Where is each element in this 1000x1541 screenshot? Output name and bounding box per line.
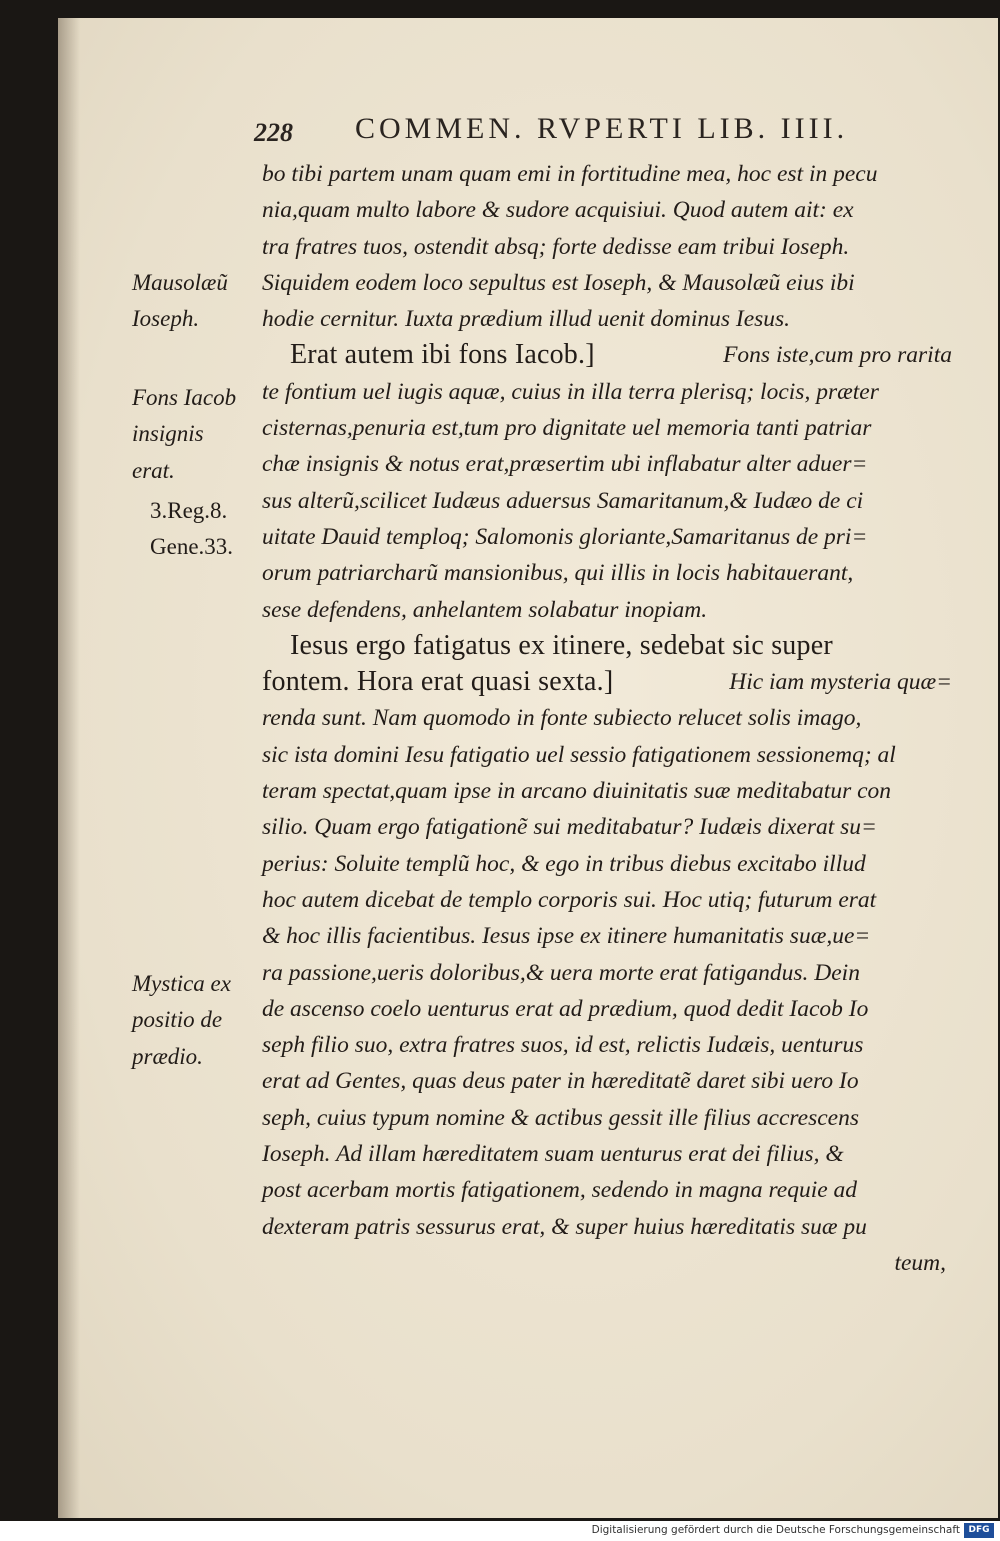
text-line: sus alterũ,scilicet Iudæus aduersus Samaritanum,& Iudæo de ci xyxy=(262,487,864,514)
text-line: chæ insignis & notus erat,præsertim ubi inflabatur alter aduer= xyxy=(262,451,868,478)
text-line: teram spectat,quam ipse in arcano diuinitatis suæ meditabatur con xyxy=(262,778,892,805)
margin-line: prædio. xyxy=(132,1043,203,1069)
text-line: perius: Soluite templũ hoc, & ego in tribus diebus excitabo illud xyxy=(262,850,866,877)
text-line: sese defendens, anhelantem solabatur inopiam. xyxy=(262,596,708,623)
main-text xyxy=(262,156,952,1281)
lemma-heading: fontem. Hora erat quasi sexta.] xyxy=(262,666,614,698)
lemma-heading: Erat autem ibi fons Iacob.] xyxy=(290,339,595,371)
lemma-line xyxy=(262,628,952,664)
lemma-line xyxy=(262,664,952,700)
margin-line: Mausolæũ xyxy=(132,270,228,295)
text-line: silio. Quam ergo fatigationẽ sui meditabatur? Iudæis dixerat su= xyxy=(262,814,877,841)
text-line: erat ad Gentes, quas deus pater in hæreditatẽ daret sibi uero Io xyxy=(262,1068,859,1095)
lemma-line xyxy=(262,337,952,373)
margin-note-fons-iacob xyxy=(132,380,257,489)
digitization-credit-bar xyxy=(0,1521,1000,1541)
margin-note-mystica xyxy=(132,966,257,1075)
margin-line: insignis xyxy=(132,421,204,447)
text-line: ra passione,ueris doloribus,& uera morte erat fatigandus. Dein xyxy=(262,959,860,986)
gutter-shadow xyxy=(58,18,80,1518)
text-line: Ioseph. Ad illam hæreditatem suam uenturus erat dei filius, & xyxy=(262,1141,844,1168)
text-line: orum patriarcharũ mansionibus, qui illis in locis habitauerant, xyxy=(262,560,854,587)
lemma-heading: Iesus ergo fatigatus ex itinere, sedebat sic super xyxy=(290,629,833,661)
dfg-logo-icon: DFG xyxy=(964,1523,994,1538)
text-line: post acerbam mortis fatigationem, sedendo in magna requie ad xyxy=(262,1177,858,1204)
text-line: cisternas,penuria est,tum pro dignitate uel memoria tanti patriar xyxy=(262,415,872,442)
margin-line: erat. xyxy=(132,457,175,483)
text-line: seph, cuius typum nomine & actibus gessit ille filius accrescens xyxy=(262,1104,859,1131)
page-header xyxy=(0,112,1000,152)
margin-scripture-refs xyxy=(150,493,275,566)
margin-line: positio de xyxy=(132,1007,223,1033)
text-line: tra fratres tuos, ostendit absq; forte dedisse eam tribui Ioseph. xyxy=(262,233,850,260)
text-line: de ascenso coelo uenturus erat ad prædium, quod dedit Iacob Io xyxy=(262,995,869,1022)
text-line: Siquidem eodem loco sepultus est Ioseph, & Mausolæũ eius ibi xyxy=(262,269,855,296)
text-line: seph filio suo, extra fratres suos, id est, relictis Iudæis, uenturus xyxy=(262,1032,864,1059)
margin-line: Fons Iacob xyxy=(132,385,237,410)
text-line: te fontium uel iugis aquæ, cuius in illa terra plerisq; locis, præter xyxy=(262,378,879,405)
margin-line: Mystica ex xyxy=(132,971,231,996)
margin-line: Ioseph. xyxy=(132,306,200,332)
lemma-commentary: Fons iste,cum pro raritа xyxy=(723,342,952,369)
margin-note-mausoleum xyxy=(132,265,257,338)
credit-text: Digitalisierung gefördert durch die Deutsche Forschungsgemeinschaft xyxy=(591,1524,960,1536)
margin-ref: Gene.33. xyxy=(150,534,234,560)
text-line: bo tibi partem unam quam emi in fortitudine mea, hoc est in pecu xyxy=(262,161,878,187)
folio-number: 228 xyxy=(254,118,293,147)
running-title: COMMEN. RVPERTI LIB. IIII. xyxy=(355,112,849,145)
lemma-commentary: Hic iam mysteria quæ= xyxy=(729,669,952,696)
text-line: & hoc illis facientibus. Iesus ipse ex itinere humanitatis suæ,ue= xyxy=(262,923,871,950)
text-line: dexteram patris sessurus erat, & super huius hæreditatis suæ pu xyxy=(262,1213,867,1240)
text-line: uitate Dauid temploq; Salomonis gloriante,Samaritanus de pri= xyxy=(262,523,868,550)
text-line: nia,quam multo labore & sudore acquisiui. Quod autem ait: ex xyxy=(262,197,854,224)
margin-ref: 3.Reg.8. xyxy=(150,498,228,523)
text-line: sic ista domini Iesu fatigatio uel sessio fatigationem sessionemq; al xyxy=(262,741,896,768)
text-line: renda sunt. Nam quomodo in fonte subiecto relucet solis imago, xyxy=(262,705,862,732)
catchword: teum, xyxy=(894,1249,946,1276)
text-line: hodie cernitur. Iuxta prædium illud uenit dominus Iesus. xyxy=(262,306,791,333)
text-line: hoc autem dicebat de templo corporis sui. Hoc utiq; futurum erat xyxy=(262,886,877,913)
